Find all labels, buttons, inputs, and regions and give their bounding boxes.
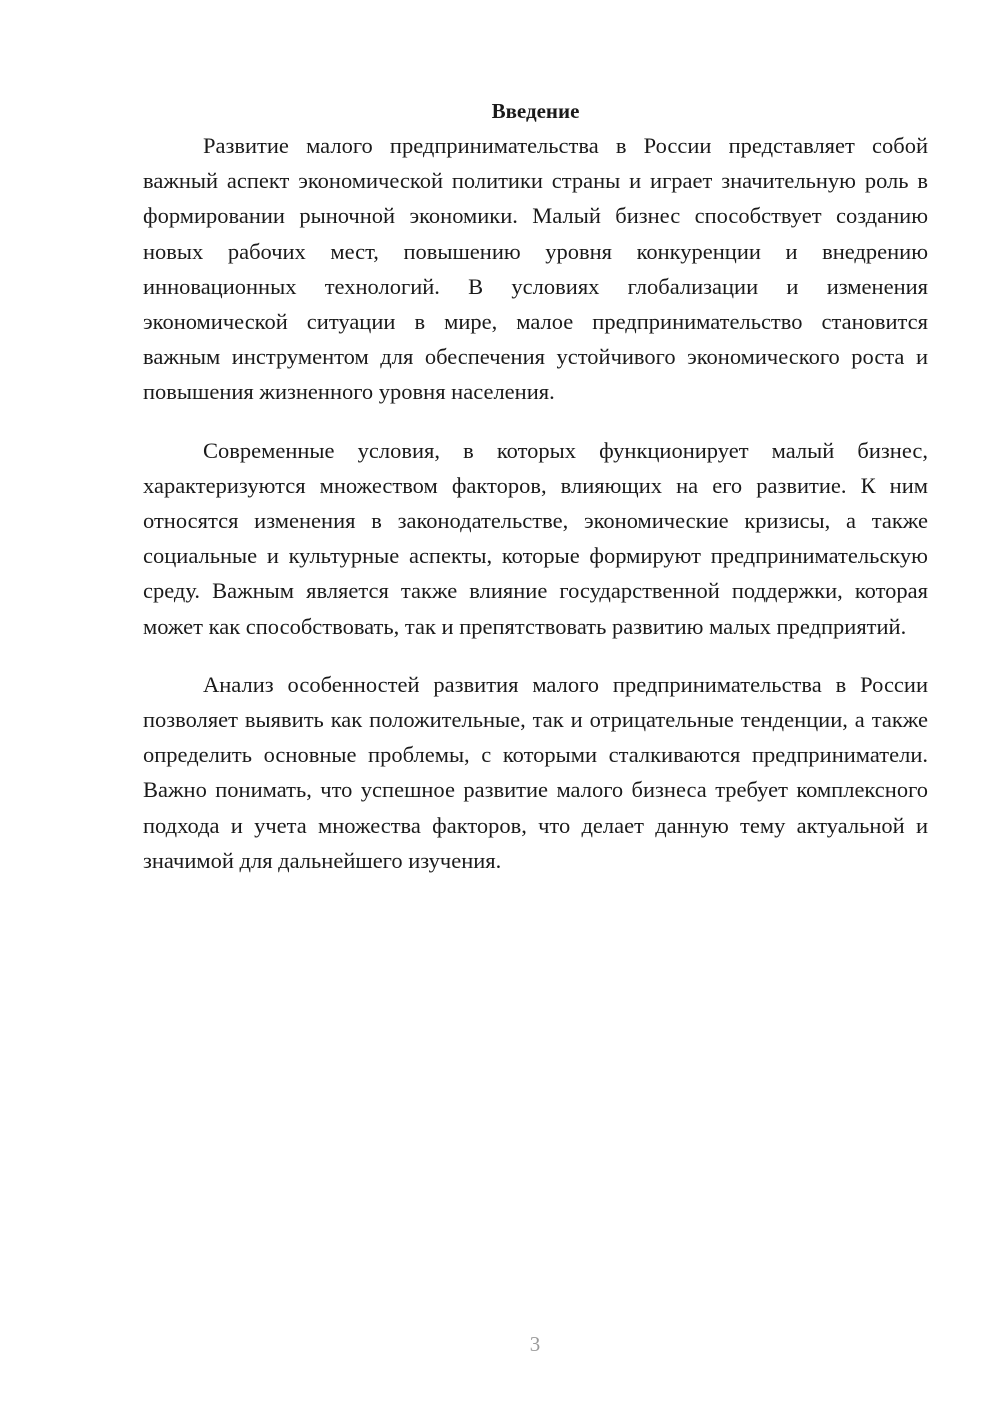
paragraph-2: Современные условия, в которых функционирует малый бизнес, характеризуются множеством факторов, влияющих на его развитие. К ним относятся изменения в законодательстве, экономические кризисы, а также социальные и культурные аспекты, которые формируют предпринимательскую среду. Важным является также влияние государственной поддержки, которая может как способствовать, так и препятствовать развитию малых предприятий. [143,437,928,639]
page-number: 3 [529,1332,541,1356]
paragraph-1: Развитие малого предпринимательства в России представляет собой важный аспект экономической политики страны и играет значительную роль в формировании рыночной экономики. Малый бизнес способствует созданию новых рабочих мест, повышению уровня конкуренции и внедрению инновационных технологий. В условиях глобализации и изменения экономической ситуации в мире, малое предпринимательство становится важным инструментом для обеспечения устойчивого экономического роста и повышения жизненного уровня населения. [143,133,928,405]
section-heading: Введение [491,99,580,123]
paragraph-3: Анализ особенностей развития малого предпринимательства в России позволяет выявить как положительные, так и отрицательные тенденции, а также определить основные проблемы, с которыми сталкиваются предприниматели. Важно понимать, что успешное развитие малого бизнеса требует комплексного подхода и учета множества факторов, что делает данную тему актуальной и значимой для дальнейшего изучения. [143,671,928,873]
document-page [143,96,928,901]
